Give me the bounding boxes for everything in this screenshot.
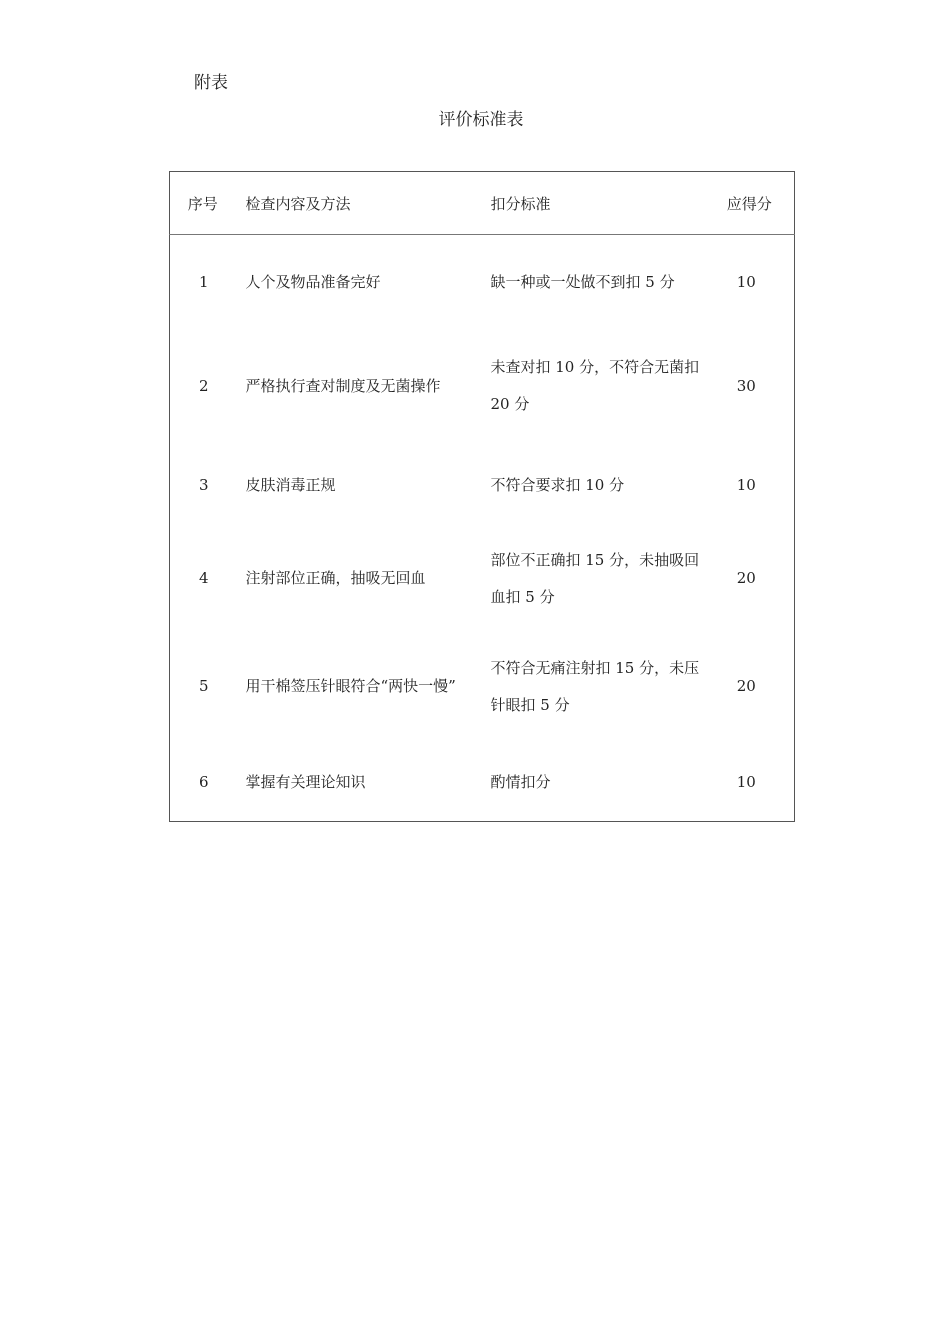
row-number: 6	[198, 772, 209, 791]
table-row	[170, 744, 795, 822]
row-number: 3	[198, 475, 209, 494]
row-score: 20	[736, 569, 756, 587]
table-row	[170, 235, 795, 330]
row-content: 用干棉签压针眼符合“两快一慢”	[245, 677, 456, 695]
row-content: 注射部位正确，抽吸无回血	[245, 569, 426, 587]
page-title: 评价标准表	[438, 110, 524, 130]
row-content: 皮肤消毒正规	[245, 475, 336, 494]
row-number: 4	[198, 569, 209, 587]
table-row	[170, 630, 795, 744]
row-content: 人个及物品准备完好	[245, 272, 381, 291]
row-standard: 部位不正确扣 15 分，未抽吸回血扣 5 分	[490, 550, 700, 606]
row-standard: 缺一种或一处做不到扣 5 分	[490, 272, 675, 291]
table-row	[170, 330, 795, 443]
row-number: 5	[198, 677, 209, 695]
row-standard: 未查对扣 10 分，不符合无菌扣 20 分	[490, 358, 700, 413]
table-header-row	[170, 172, 795, 235]
row-score: 10	[736, 272, 756, 291]
table-header	[170, 172, 795, 235]
column-header-no: 序号	[187, 194, 218, 213]
column-header-score: 应得分	[726, 194, 772, 213]
row-standard: 不符合要求扣 10 分	[490, 475, 625, 494]
appendix-label: 附表	[194, 73, 228, 93]
column-header-content: 检查内容及方法	[245, 194, 351, 213]
row-content: 掌握有关理论知识	[245, 772, 366, 791]
table-body	[170, 235, 795, 822]
row-score: 10	[736, 475, 756, 494]
row-standard: 酌情扣分	[490, 772, 551, 791]
row-number: 2	[198, 376, 209, 395]
evaluation-criteria-table	[169, 171, 795, 822]
row-score: 30	[736, 376, 756, 395]
row-score: 10	[736, 772, 756, 791]
table-row	[170, 443, 795, 528]
row-standard: 不符合无痛注射扣 15 分，未压针眼扣 5 分	[490, 658, 700, 714]
row-number: 1	[198, 272, 209, 291]
row-score: 20	[736, 677, 756, 695]
table-row	[170, 528, 795, 630]
row-content: 严格执行查对制度及无菌操作	[245, 376, 441, 395]
column-header-standard: 扣分标准	[490, 194, 551, 213]
